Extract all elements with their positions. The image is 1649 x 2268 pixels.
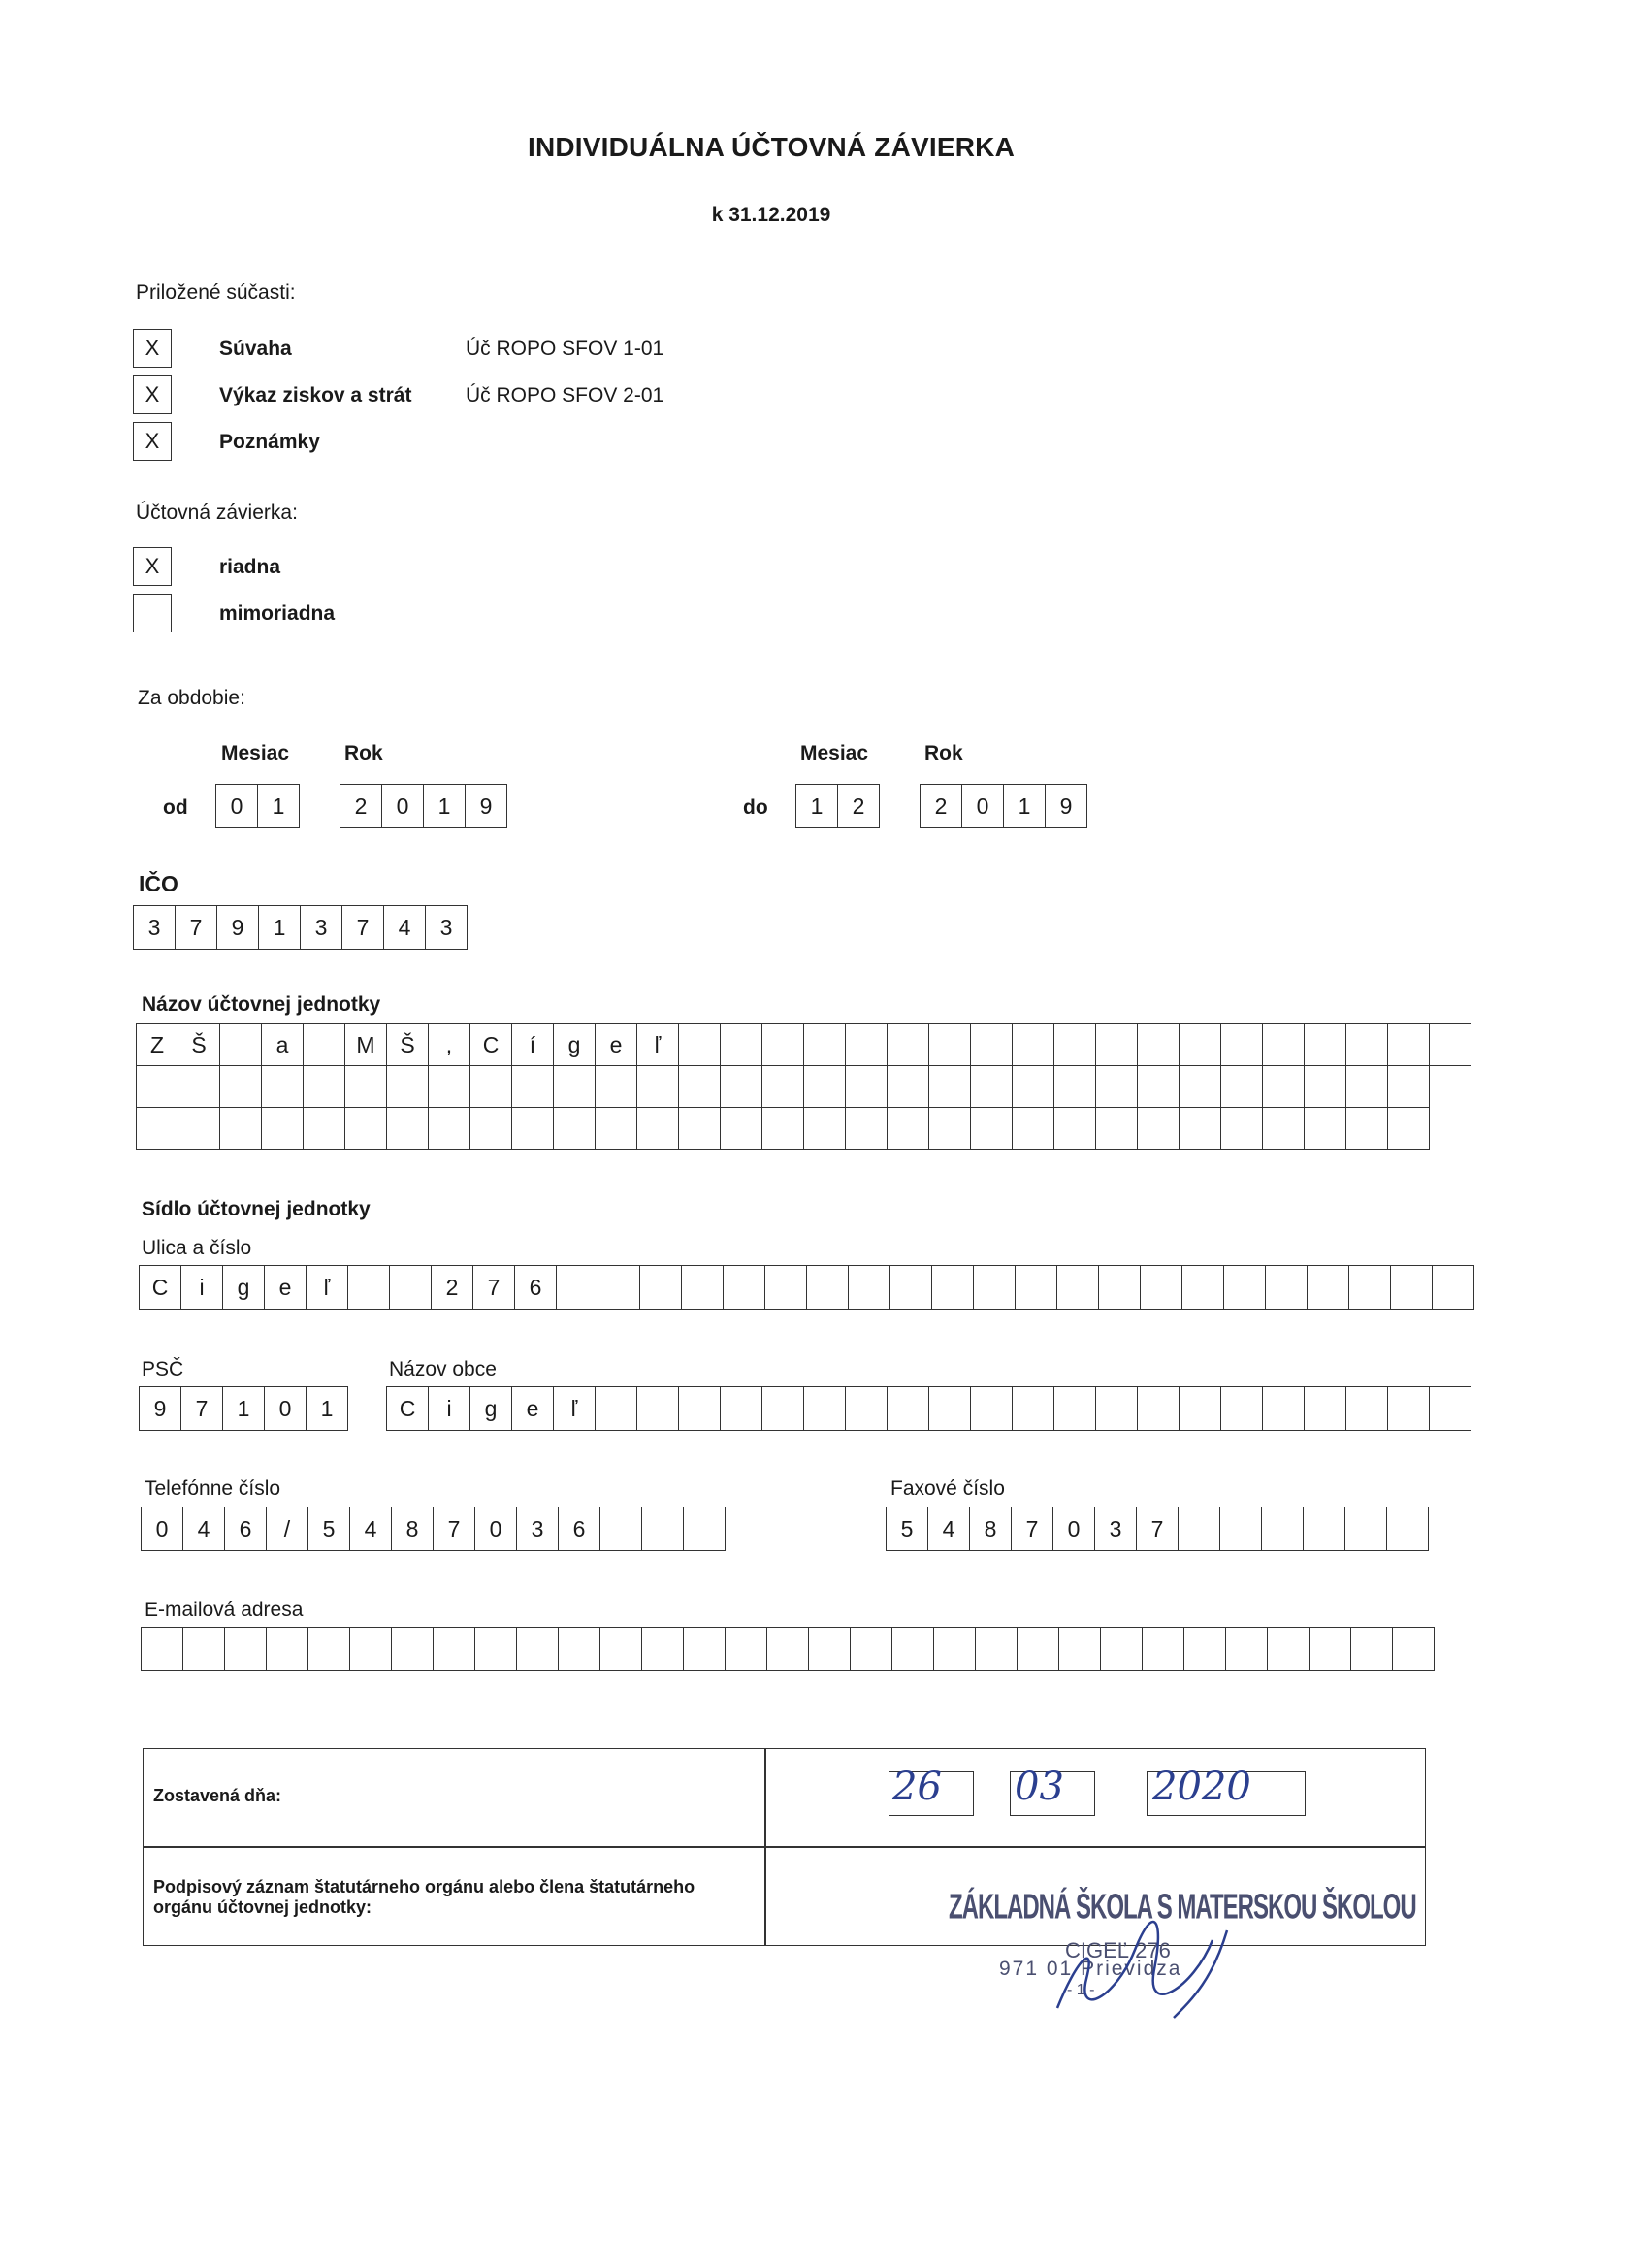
- compiled-label: Zostavená dňa:: [153, 1786, 282, 1805]
- attachments-heading: Priložené súčasti:: [136, 281, 296, 304]
- cell: [640, 1266, 682, 1309]
- psc-field[interactable]: [139, 1386, 348, 1431]
- cell: [1221, 1387, 1263, 1430]
- cell: [598, 1266, 640, 1309]
- fax-label: Faxové číslo: [890, 1477, 1005, 1500]
- cell: 2: [838, 785, 880, 827]
- cell: 3: [426, 906, 468, 949]
- cell: [183, 1628, 225, 1670]
- cell: [929, 1024, 971, 1066]
- label-mimoriadna: mimoriadna: [219, 602, 336, 625]
- cell: 1: [223, 1387, 265, 1430]
- cell: [724, 1266, 765, 1309]
- cell: [809, 1628, 851, 1670]
- cell: [390, 1266, 432, 1309]
- cell: [1180, 1387, 1221, 1430]
- cell: a: [262, 1024, 304, 1066]
- cell: [345, 1066, 387, 1108]
- cell: [1141, 1266, 1182, 1309]
- cell: [304, 1108, 345, 1150]
- cell: [1388, 1024, 1430, 1066]
- cell: [974, 1266, 1016, 1309]
- cell: [178, 1066, 220, 1108]
- cell: 6: [515, 1266, 557, 1309]
- cell: [1388, 1108, 1430, 1150]
- cell: M: [345, 1024, 387, 1066]
- cell: 2: [432, 1266, 473, 1309]
- cell: [804, 1387, 846, 1430]
- cell: 2: [921, 785, 962, 827]
- cell: [308, 1628, 350, 1670]
- cell: [429, 1108, 470, 1150]
- cell: [1054, 1108, 1096, 1150]
- cell: [929, 1066, 971, 1108]
- cell: [1138, 1024, 1180, 1066]
- cell: [1054, 1024, 1096, 1066]
- cell: ,: [429, 1024, 470, 1066]
- cell: [804, 1108, 846, 1150]
- cell: 7: [434, 1507, 475, 1550]
- cell: [637, 1108, 679, 1150]
- cell: [554, 1066, 596, 1108]
- cell: 1: [259, 906, 301, 949]
- cell: [475, 1628, 517, 1670]
- cell: [1388, 1387, 1430, 1430]
- fax-field[interactable]: [886, 1507, 1429, 1551]
- label-riadna: riadna: [219, 556, 281, 578]
- from-year-label: Rok: [344, 742, 383, 764]
- cell: [888, 1024, 929, 1066]
- cell: [600, 1507, 642, 1550]
- cell: [846, 1066, 888, 1108]
- cell: [721, 1066, 762, 1108]
- cell: ľ: [307, 1266, 348, 1309]
- date-month: 03: [1015, 1765, 1064, 1809]
- cell: 6: [225, 1507, 267, 1550]
- label-suvaha: Súvaha: [219, 338, 292, 360]
- stamp-line1: ZÁKLADNÁ ŠKOLA S MATERSKOU ŠKOLOU: [949, 1888, 1416, 1928]
- cell: [679, 1387, 721, 1430]
- cell: 3: [301, 906, 342, 949]
- cell: /: [267, 1507, 308, 1550]
- cell: [1305, 1108, 1346, 1150]
- cell: [1349, 1266, 1391, 1309]
- cell: [267, 1628, 308, 1670]
- cell: [304, 1024, 345, 1066]
- cell: [178, 1108, 220, 1150]
- cell: [262, 1108, 304, 1150]
- label-poznamky: Poznámky: [219, 431, 320, 453]
- cell: [1059, 1628, 1101, 1670]
- cell: [1351, 1628, 1393, 1670]
- cell: [1057, 1266, 1099, 1309]
- cell: [1226, 1628, 1268, 1670]
- cell: 9: [140, 1387, 181, 1430]
- cell: i: [429, 1387, 470, 1430]
- cell: g: [470, 1387, 512, 1430]
- phone-field[interactable]: [141, 1507, 726, 1551]
- date-day: 26: [892, 1765, 942, 1809]
- form-vykaz: Úč ROPO SFOV 2-01: [466, 384, 664, 406]
- street-field[interactable]: [139, 1265, 1474, 1310]
- cell: 0: [962, 785, 1004, 827]
- cell: [387, 1108, 429, 1150]
- cell: [1013, 1066, 1054, 1108]
- cell: [804, 1066, 846, 1108]
- cell: [1138, 1108, 1180, 1150]
- cell: [1180, 1066, 1221, 1108]
- cell: [637, 1387, 679, 1430]
- cell: [1221, 1024, 1263, 1066]
- to-month-label: Mesiac: [800, 742, 869, 764]
- entity-name-label: Názov účtovnej jednotky: [142, 993, 381, 1016]
- email-label: E-mailová adresa: [145, 1599, 304, 1621]
- cell: [345, 1108, 387, 1150]
- cell: [1054, 1066, 1096, 1108]
- cell: [1013, 1024, 1054, 1066]
- cell: [1346, 1066, 1388, 1108]
- cell: 1: [307, 1387, 348, 1430]
- cell: [851, 1628, 892, 1670]
- address-label: Sídlo účtovnej jednotky: [142, 1198, 371, 1220]
- cell: [392, 1628, 434, 1670]
- cell: [1263, 1024, 1305, 1066]
- cell: [721, 1387, 762, 1430]
- grid-row: [137, 1108, 1471, 1150]
- cell: [559, 1628, 600, 1670]
- cell: e: [512, 1387, 554, 1430]
- cell: Š: [387, 1024, 429, 1066]
- cell: 0: [382, 785, 424, 827]
- city-field[interactable]: [386, 1386, 1471, 1431]
- cell: [1268, 1628, 1310, 1670]
- document-date: k 31.12.2019: [711, 204, 831, 226]
- cell: [1346, 1108, 1388, 1150]
- cell: 7: [1137, 1507, 1179, 1550]
- cell: [684, 1628, 726, 1670]
- cell: C: [140, 1266, 181, 1309]
- to-year-label: Rok: [924, 742, 963, 764]
- cell: Z: [137, 1024, 178, 1066]
- from-year-field[interactable]: [340, 784, 507, 828]
- cell: [1138, 1066, 1180, 1108]
- cell: C: [387, 1387, 429, 1430]
- cell: ľ: [637, 1024, 679, 1066]
- cell: [1179, 1507, 1220, 1550]
- cell: 0: [1053, 1507, 1095, 1550]
- grid-row: [137, 1066, 1471, 1108]
- cell: 0: [216, 785, 258, 827]
- cell: [1430, 1024, 1471, 1066]
- cell: [642, 1628, 684, 1670]
- cell: [1308, 1266, 1349, 1309]
- cell: [1263, 1387, 1305, 1430]
- cell: e: [596, 1024, 637, 1066]
- cell: [807, 1266, 849, 1309]
- cell: [1263, 1066, 1305, 1108]
- cell: 5: [308, 1507, 350, 1550]
- ico-field[interactable]: [133, 905, 468, 950]
- signature-scribble: [1028, 1901, 1242, 2037]
- cell: [762, 1387, 804, 1430]
- cell: [1305, 1387, 1346, 1430]
- form-suvaha: Úč ROPO SFOV 1-01: [466, 338, 664, 360]
- cell: [1096, 1066, 1138, 1108]
- cell: [1180, 1024, 1221, 1066]
- cell: 7: [1012, 1507, 1053, 1550]
- city-label: Názov obce: [389, 1358, 497, 1380]
- cell: [1387, 1507, 1429, 1550]
- cell: [600, 1628, 642, 1670]
- cell: [892, 1628, 934, 1670]
- cell: [721, 1108, 762, 1150]
- cell: [262, 1066, 304, 1108]
- to-month-field[interactable]: [795, 784, 880, 828]
- to-label: do: [743, 796, 768, 819]
- cell: 4: [183, 1507, 225, 1550]
- checkbox-poznamky[interactable]: X: [133, 422, 172, 461]
- label-vykaz: Výkaz ziskov a strát: [219, 384, 412, 406]
- cell: [679, 1108, 721, 1150]
- cell: [596, 1066, 637, 1108]
- cell: [971, 1066, 1013, 1108]
- cell: [1310, 1628, 1351, 1670]
- cell: [642, 1507, 684, 1550]
- cell: [721, 1024, 762, 1066]
- to-year-field[interactable]: [920, 784, 1087, 828]
- cell: [1430, 1387, 1471, 1430]
- cell: 7: [181, 1387, 223, 1430]
- cell: 9: [1046, 785, 1087, 827]
- checkbox-vykaz[interactable]: X: [133, 375, 172, 414]
- cell: 3: [517, 1507, 559, 1550]
- cell: [846, 1108, 888, 1150]
- statement-heading: Účtovná závierka:: [136, 502, 298, 524]
- cell: 3: [1095, 1507, 1137, 1550]
- cell: [1305, 1066, 1346, 1108]
- cell: [1393, 1628, 1435, 1670]
- cell: [1220, 1507, 1262, 1550]
- cell: [1266, 1266, 1308, 1309]
- cell: [929, 1108, 971, 1150]
- cell: [1013, 1387, 1054, 1430]
- cell: 7: [473, 1266, 515, 1309]
- cell: [1221, 1066, 1263, 1108]
- cell: [1016, 1266, 1057, 1309]
- cell: [762, 1024, 804, 1066]
- cell: [1304, 1507, 1345, 1550]
- grid-row: [137, 1024, 1471, 1066]
- ico-label: IČO: [139, 871, 178, 896]
- checkbox-suvaha[interactable]: X: [133, 329, 172, 368]
- cell: [1018, 1628, 1059, 1670]
- cell: [765, 1266, 807, 1309]
- cell: ľ: [554, 1387, 596, 1430]
- signature-label: Podpisový záznam štatutárneho orgánu alebo člena štatutárneho orgánu účtovnej jednotky:: [153, 1877, 695, 1917]
- cell: [387, 1066, 429, 1108]
- cell: C: [470, 1024, 512, 1066]
- cell: 5: [887, 1507, 928, 1550]
- cell: g: [554, 1024, 596, 1066]
- cell: [350, 1628, 392, 1670]
- cell: [1184, 1628, 1226, 1670]
- from-label: od: [163, 796, 188, 819]
- cell: [888, 1108, 929, 1150]
- cell: 1: [258, 785, 300, 827]
- cell: 1: [1004, 785, 1046, 827]
- cell: [220, 1108, 262, 1150]
- cell: 0: [265, 1387, 307, 1430]
- cell: [512, 1066, 554, 1108]
- checkbox-mimoriadna[interactable]: [133, 594, 172, 632]
- cell: [1388, 1066, 1430, 1108]
- cell: 8: [392, 1507, 434, 1550]
- cell: 0: [475, 1507, 517, 1550]
- cell: [517, 1628, 559, 1670]
- cell: [220, 1024, 262, 1066]
- cell: [1054, 1387, 1096, 1430]
- cell: 0: [142, 1507, 183, 1550]
- cell: [434, 1628, 475, 1670]
- from-month-field[interactable]: [215, 784, 300, 828]
- cell: [304, 1066, 345, 1108]
- cell: 9: [466, 785, 507, 827]
- divider: [144, 1846, 1425, 1848]
- cell: [596, 1387, 637, 1430]
- cell: [684, 1507, 726, 1550]
- psc-label: PSČ: [142, 1358, 184, 1380]
- cell: [726, 1628, 767, 1670]
- cell: [142, 1628, 183, 1670]
- cell: Š: [178, 1024, 220, 1066]
- stamp-line3: 971 01 Prievidza: [999, 1958, 1182, 1980]
- cell: [1096, 1108, 1138, 1150]
- cell: [890, 1266, 932, 1309]
- cell: [971, 1108, 1013, 1150]
- cell: g: [223, 1266, 265, 1309]
- cell: 3: [134, 906, 176, 949]
- cell: [1391, 1266, 1433, 1309]
- cell: [220, 1066, 262, 1108]
- cell: [596, 1108, 637, 1150]
- cell: 8: [970, 1507, 1012, 1550]
- cell: [1346, 1024, 1388, 1066]
- cell: [557, 1266, 598, 1309]
- cell: [1096, 1024, 1138, 1066]
- cell: [137, 1108, 178, 1150]
- cell: 7: [342, 906, 384, 949]
- email-field[interactable]: [141, 1627, 1435, 1671]
- cell: [679, 1024, 721, 1066]
- cell: 4: [928, 1507, 970, 1550]
- checkbox-riadna[interactable]: X: [133, 547, 172, 586]
- cell: [637, 1066, 679, 1108]
- cell: [934, 1628, 976, 1670]
- period-heading: Za obdobie:: [138, 687, 245, 709]
- cell: [929, 1387, 971, 1430]
- cell: [762, 1066, 804, 1108]
- entity-name-field[interactable]: [136, 1023, 1471, 1150]
- cell: [888, 1387, 929, 1430]
- cell: [1346, 1387, 1388, 1430]
- cell: 1: [796, 785, 838, 827]
- cell: [1099, 1266, 1141, 1309]
- cell: [976, 1628, 1018, 1670]
- cell: [1262, 1507, 1304, 1550]
- cell: [348, 1266, 390, 1309]
- cell: [846, 1024, 888, 1066]
- cell: [767, 1628, 809, 1670]
- street-label: Ulica a číslo: [142, 1237, 252, 1259]
- cell: [1143, 1628, 1184, 1670]
- cell: [512, 1108, 554, 1150]
- cell: [804, 1024, 846, 1066]
- cell: [849, 1266, 890, 1309]
- phone-label: Telefónne číslo: [145, 1477, 281, 1500]
- cell: [470, 1066, 512, 1108]
- cell: [1263, 1108, 1305, 1150]
- cell: [762, 1108, 804, 1150]
- from-month-label: Mesiac: [221, 742, 290, 764]
- cell: í: [512, 1024, 554, 1066]
- cell: [1345, 1507, 1387, 1550]
- cell: [225, 1628, 267, 1670]
- cell: [846, 1387, 888, 1430]
- cell: [1180, 1108, 1221, 1150]
- cell: [971, 1024, 1013, 1066]
- cell: [1101, 1628, 1143, 1670]
- cell: [888, 1066, 929, 1108]
- cell: [1013, 1108, 1054, 1150]
- cell: 7: [176, 906, 217, 949]
- cell: [137, 1066, 178, 1108]
- cell: 4: [384, 906, 426, 949]
- cell: [682, 1266, 724, 1309]
- cell: [932, 1266, 974, 1309]
- cell: 6: [559, 1507, 600, 1550]
- cell: [1305, 1024, 1346, 1066]
- cell: [429, 1066, 470, 1108]
- stamp-line2: CIGEĽ 276: [1065, 1938, 1171, 1962]
- cell: 2: [340, 785, 382, 827]
- cell: 4: [350, 1507, 392, 1550]
- cell: 9: [217, 906, 259, 949]
- cell: [470, 1108, 512, 1150]
- cell: [679, 1066, 721, 1108]
- date-year: 2020: [1152, 1765, 1251, 1809]
- cell: [1138, 1387, 1180, 1430]
- cell: e: [265, 1266, 307, 1309]
- cell: 1: [424, 785, 466, 827]
- cell: [1224, 1266, 1266, 1309]
- cell: [1096, 1387, 1138, 1430]
- cell: [1433, 1266, 1474, 1309]
- cell: [1182, 1266, 1224, 1309]
- document-title: INDIVIDUÁLNA ÚČTOVNÁ ZÁVIERKA: [527, 132, 1016, 162]
- cell: [971, 1387, 1013, 1430]
- cell: i: [181, 1266, 223, 1309]
- cell: [1221, 1108, 1263, 1150]
- stamp-line4: - 1 -: [1067, 1982, 1095, 1998]
- cell: [554, 1108, 596, 1150]
